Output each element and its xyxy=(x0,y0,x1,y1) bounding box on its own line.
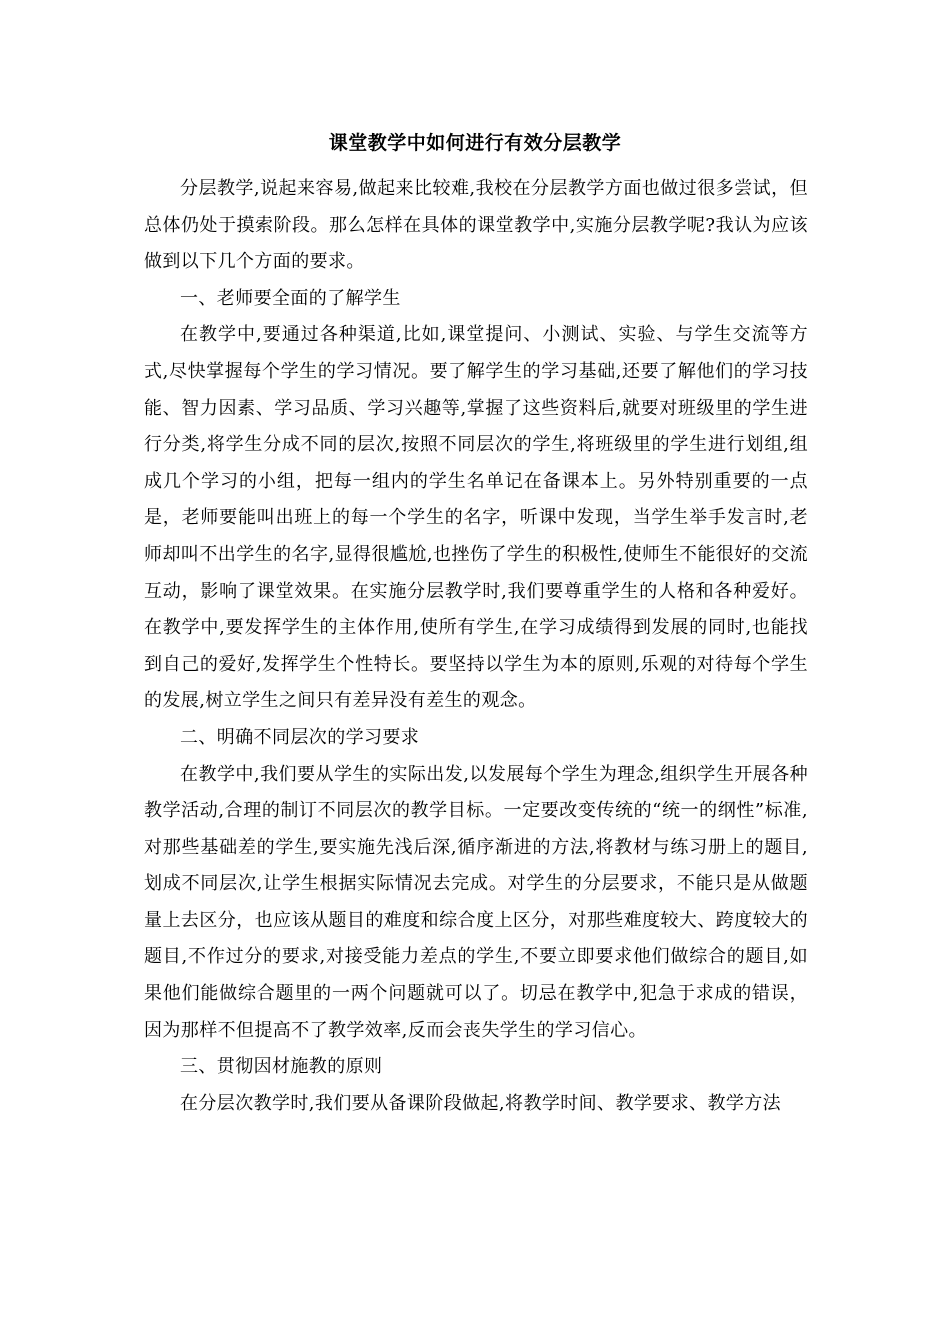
section-heading-3: 三、贯彻因材施教的原则 xyxy=(180,1056,383,1078)
section-heading-2: 二、明确不同层次的学习要求 xyxy=(180,726,420,748)
section-paragraph-1: 在教学中,要通过各种渠道,比如,课堂提问、小测试、实验、与学生交流等方式,尽快掌握每个学生的学习情况。要了解学生的学习基础,还要了解他们的学习技能、智力因素、学习品质、学习兴趣等,掌握了这些资料后,就要对班级里的学生进行分类,将学生分成不同的层次,按照不同层次的学生,将班级里的学生进行划组,组成几个学习的小组，把每一组内的学生名单记在备课本上。另外特别重要的一点是，老师要能叫出班上的每一个学生的名字，听课中发现，当学生举手发言时,老师却叫不出学生的名字,显得很尴尬,也挫伤了学生的积极性,使师生不能很好的交流互动，影响了课堂效果。在实施分层教学时,我们要尊重学生的人格和各种爱好。在教学中,要发挥学生的主体作用,使所有学生,在学习成绩得到发展的同时,也能找到自己的爱好,发挥学生个性特长。要坚持以学生为本的原则,乐观的对待每个学生的发展,树立学生之间只有差异没有差生的观念。 xyxy=(144,324,808,712)
section-heading-1: 一、老师要全面的了解学生 xyxy=(180,287,401,309)
intro-paragraph: 分层教学,说起来容易,做起来比较难,我校在分层教学方面也做过很多尝试，但总体仍处于摸索阶段。那么怎样在具体的课堂教学中,实施分层教学呢?我认为应该做到以下几个方面的要求。 xyxy=(144,178,808,273)
section-paragraph-2: 在教学中,我们要从学生的实际出发,以发展每个学生为理念,组织学生开展各种教学活动,合理的制订不同层次的教学目标。一定要改变传统的“统一的纲性”标准,对那些基础差的学生,要实施先浅后深,循序渐进的方法,将教材与练习册上的题目,划成不同层次,让学生根据实际情况去完成。对学生的分层要求，不能只是从做题量上去区分，也应该从题目的难度和综合度上区分，对那些难度较大、跨度较大的题目,不作过分的要求,对接受能力差点的学生,不要立即要求他们做综合的题目,如果他们能做综合题里的一两个问题就可以了。切忌在教学中,犯急于求成的错误，因为那样不但提高不了教学效率,反而会丧失学生的学习信心。 xyxy=(144,763,808,1041)
document-title: 课堂教学中如何进行有效分层教学 xyxy=(328,132,622,154)
document-body xyxy=(144,171,808,1122)
section-paragraph-3: 在分层次教学时,我们要从备课阶段做起,将教学时间、教学要求、教学方法 xyxy=(180,1092,782,1114)
